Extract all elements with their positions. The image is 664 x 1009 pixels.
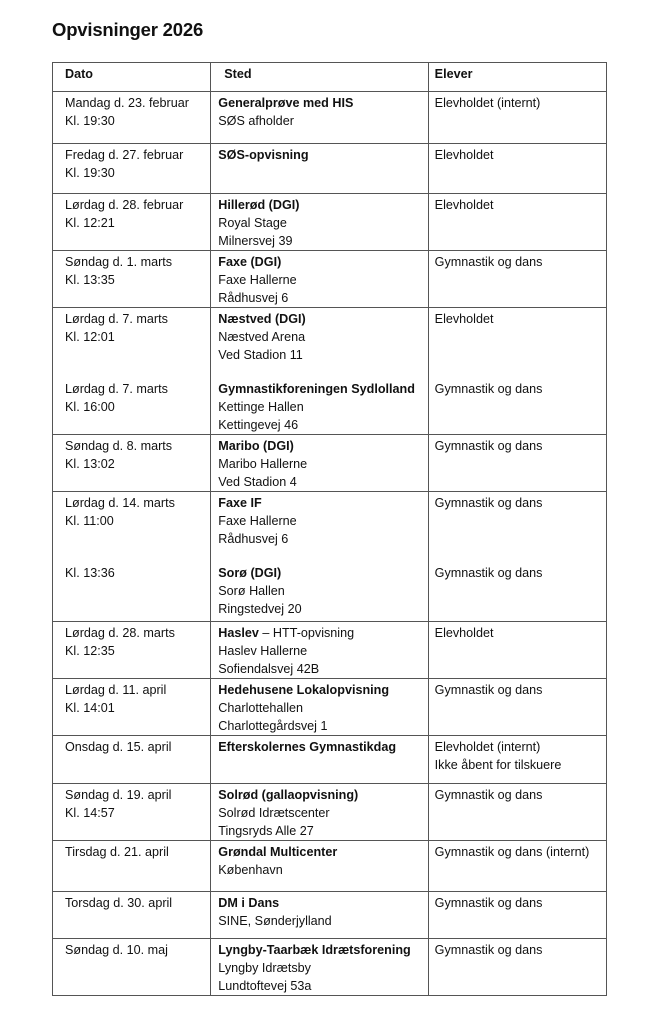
- time-text: Kl. 13:35: [65, 273, 115, 287]
- row-spacer: [218, 548, 427, 564]
- venue-detail: Rådhusvej 6: [218, 532, 289, 546]
- venue-detail: Faxe Hallerne: [218, 514, 297, 528]
- venue-name: Næstved (DGI): [218, 312, 306, 326]
- cell-sted: [211, 622, 428, 679]
- cell-dato: [53, 622, 211, 679]
- cell-elever: [428, 736, 606, 784]
- venue-title: [218, 681, 427, 699]
- date-text: Fredag d. 27. februar: [65, 148, 184, 162]
- cell-sted: [211, 251, 428, 308]
- participants-text: Gymnastik og dans: [434, 943, 543, 957]
- cell-elever: [428, 492, 606, 622]
- participants-text: Gymnastik og dans (internt): [434, 845, 590, 859]
- cell-sted: [211, 492, 428, 622]
- venue-detail: Lundtoftevej 53a: [218, 979, 312, 993]
- table-row: [53, 92, 607, 144]
- venue-detail: Faxe Hallerne: [218, 273, 297, 287]
- participants-text: Gymnastik og dans: [434, 788, 543, 802]
- venue-title: [218, 786, 427, 804]
- table-row: [53, 892, 607, 939]
- date-text: Onsdag d. 15. april: [65, 740, 172, 754]
- cell-dato: [53, 435, 211, 492]
- venue-name: Grøndal Multicenter: [218, 845, 338, 859]
- cell-dato: [53, 736, 211, 784]
- venue-detail: Charlottehallen: [218, 701, 303, 715]
- cell-elever: [428, 144, 606, 194]
- participants-text: Elevholdet: [434, 626, 494, 640]
- header-elever: Elever: [428, 63, 606, 92]
- venue-name: Generalprøve med HIS: [218, 96, 354, 110]
- cell-sted: [211, 308, 428, 435]
- date-text: Lørdag d. 7. marts: [65, 312, 168, 326]
- date-text: Søndag d. 19. april: [65, 788, 172, 802]
- cell-sted: [211, 194, 428, 251]
- participants-text: Gymnastik og dans: [434, 496, 543, 510]
- cell-elever: [428, 784, 606, 841]
- time-text: Kl. 19:30: [65, 114, 115, 128]
- venue-detail: Ved Stadion 4: [218, 475, 297, 489]
- table-row: [53, 435, 607, 492]
- participants-text: Gymnastik og dans: [434, 566, 543, 580]
- venue-name: Efterskolernes Gymnastikdag: [218, 740, 397, 754]
- cell-dato: [53, 679, 211, 736]
- participants-text: Gymnastik og dans: [434, 683, 543, 697]
- date-text: Lørdag d. 28. marts: [65, 626, 175, 640]
- cell-elever: [428, 939, 606, 996]
- venue-detail: Sofiendalsvej 42B: [218, 662, 320, 676]
- row-spacer: [218, 364, 427, 380]
- table-row: [53, 622, 607, 679]
- venue-name: Lyngby-Taarbæk Idrætsforening: [218, 943, 411, 957]
- page-title: Opvisninger 2026: [52, 19, 204, 40]
- participants-text: Elevholdet: [434, 312, 494, 326]
- venue-detail: Haslev Hallerne: [218, 644, 308, 658]
- venue-detail: Ved Stadion 11: [218, 348, 303, 362]
- cell-elever: [428, 622, 606, 679]
- venue-name: Hillerød (DGI): [218, 198, 300, 212]
- cell-dato: [53, 251, 211, 308]
- row-spacer: [435, 512, 606, 530]
- venue-title: [218, 310, 427, 328]
- table-row: [53, 679, 607, 736]
- table-row: [53, 939, 607, 996]
- participants-text: Elevholdet: [434, 148, 494, 162]
- date-text: Lørdag d. 11. april: [65, 683, 167, 697]
- table-row: [53, 736, 607, 784]
- table-header-row: [53, 63, 607, 92]
- time-text: Kl. 12:01: [65, 330, 115, 344]
- venue-title: [218, 253, 427, 271]
- cell-elever: [428, 251, 606, 308]
- venue-suffix: – HTT-opvisning: [258, 626, 355, 640]
- table-row: [53, 194, 607, 251]
- table-row: [53, 251, 607, 308]
- date-text: Søndag d. 10. maj: [65, 943, 168, 957]
- cell-elever: [428, 679, 606, 736]
- venue-title: Sorø (DGI): [218, 566, 282, 580]
- row-spacer: [435, 346, 606, 364]
- venue-name: Maribo (DGI): [218, 439, 294, 453]
- cell-elever: [428, 92, 606, 144]
- venue-detail: Lyngby Idrætsby: [218, 961, 311, 975]
- venue-name: Solrød (gallaopvisning): [218, 788, 359, 802]
- venue-title: [218, 624, 427, 642]
- date-text: Lørdag d. 28. februar: [65, 198, 184, 212]
- venue-name: SØS-opvisning: [218, 148, 309, 162]
- venue-detail: København: [218, 863, 283, 877]
- cell-elever: [428, 435, 606, 492]
- cell-elever: [428, 892, 606, 939]
- cell-elever: [428, 308, 606, 435]
- venue-detail: Næstved Arena: [218, 330, 306, 344]
- table-row: [53, 784, 607, 841]
- participants-text: Gymnastik og dans: [434, 382, 543, 396]
- venue-title: [218, 894, 427, 912]
- cell-elever: [428, 841, 606, 892]
- venue-title: [218, 146, 427, 164]
- row-spacer: [65, 346, 210, 364]
- cell-dato: [53, 194, 211, 251]
- time-text: Kl. 11:00: [65, 514, 114, 528]
- cell-dato: [53, 892, 211, 939]
- row-spacer: [65, 530, 210, 548]
- table-row: [53, 144, 607, 194]
- time-text: Kl. 19:30: [65, 166, 115, 180]
- time-text: Kl. 12:21: [65, 216, 115, 230]
- row-spacer: [435, 328, 606, 346]
- venue-detail: Milnersvej 39: [218, 234, 293, 248]
- venue-detail: Maribo Hallerne: [218, 457, 308, 471]
- participants-text: Gymnastik og dans: [434, 896, 543, 910]
- header-dato: Dato: [53, 63, 211, 92]
- venue-detail: Solrød Idrætscenter: [218, 806, 330, 820]
- table-row: [53, 492, 607, 622]
- venue-detail: Royal Stage: [218, 216, 287, 230]
- venue-title: [218, 494, 427, 512]
- cell-sted: [211, 892, 428, 939]
- time-text: Kl. 12:35: [65, 644, 115, 658]
- cell-dato: [53, 92, 211, 144]
- venue-detail: Kettingevej 46: [218, 418, 299, 432]
- time-text: Kl. 14:57: [65, 806, 115, 820]
- cell-dato: [53, 144, 211, 194]
- row-spacer: [65, 548, 210, 564]
- venue-detail: Kettinge Hallen: [218, 400, 304, 414]
- cell-sted: [211, 736, 428, 784]
- cell-sted: [211, 841, 428, 892]
- cell-sted: [211, 784, 428, 841]
- venue-detail: Ringstedvej 20: [218, 602, 302, 616]
- cell-dato: [53, 841, 211, 892]
- cell-dato: [53, 492, 211, 622]
- date-text: Lørdag d. 14. marts: [65, 496, 175, 510]
- cell-sted: [211, 939, 428, 996]
- cell-elever: [428, 194, 606, 251]
- venue-title: [218, 941, 427, 959]
- cell-sted: [211, 144, 428, 194]
- table-row: [53, 841, 607, 892]
- venue-name: Haslev: [218, 626, 259, 640]
- venue-title: [218, 437, 427, 455]
- venue-detail: Tingsryds Alle 27: [218, 824, 314, 838]
- time-text: Kl. 13:36: [65, 566, 115, 580]
- participants-text: Ikke åbent for tilskuere: [434, 758, 562, 772]
- participants-text: Elevholdet (internt): [434, 740, 541, 754]
- venue-detail: Sorø Hallen: [218, 584, 285, 598]
- time-text: Kl. 13:02: [65, 457, 115, 471]
- participants-text: Elevholdet (internt): [434, 96, 541, 110]
- cell-sted: [211, 679, 428, 736]
- header-sted: Sted: [211, 63, 428, 92]
- participants-text: Elevholdet: [434, 198, 494, 212]
- row-spacer: [65, 364, 210, 380]
- date-text: Torsdag d. 30. april: [65, 896, 173, 910]
- row-spacer: [435, 364, 606, 380]
- schedule-table: [52, 62, 607, 996]
- row-spacer: [435, 530, 606, 548]
- venue-detail: SØS afholder: [218, 114, 294, 128]
- time-text: Kl. 16:00: [65, 400, 115, 414]
- cell-dato: [53, 939, 211, 996]
- date-text: Lørdag d. 7. marts: [65, 382, 168, 396]
- time-text: Kl. 14:01: [65, 701, 115, 715]
- venue-detail: SINE, Sønderjylland: [218, 914, 332, 928]
- venue-detail: Charlottegårdsvej 1: [218, 719, 328, 733]
- venue-title: Gymnastikforeningen Sydlolland: [218, 382, 415, 396]
- table-row: [53, 308, 607, 435]
- row-spacer: [435, 548, 606, 564]
- participants-text: Gymnastik og dans: [434, 439, 543, 453]
- participants-text: Gymnastik og dans: [434, 255, 543, 269]
- date-text: Søndag d. 8. marts: [65, 439, 173, 453]
- venue-title: [218, 94, 427, 112]
- cell-sted: [211, 435, 428, 492]
- venue-title: [218, 196, 427, 214]
- venue-name: Hedehusene Lokalopvisning: [218, 683, 390, 697]
- venue-title: [218, 843, 427, 861]
- venue-name: DM i Dans: [218, 896, 280, 910]
- date-text: Mandag d. 23. februar: [65, 96, 189, 110]
- venue-name: Faxe IF: [218, 496, 262, 510]
- cell-dato: [53, 784, 211, 841]
- venue-detail: Rådhusvej 6: [218, 291, 289, 305]
- date-text: Søndag d. 1. marts: [65, 255, 173, 269]
- venue-title: [218, 738, 427, 756]
- date-text: Tirsdag d. 21. april: [65, 845, 169, 859]
- venue-name: Faxe (DGI): [218, 255, 282, 269]
- cell-sted: [211, 92, 428, 144]
- cell-dato: [53, 308, 211, 435]
